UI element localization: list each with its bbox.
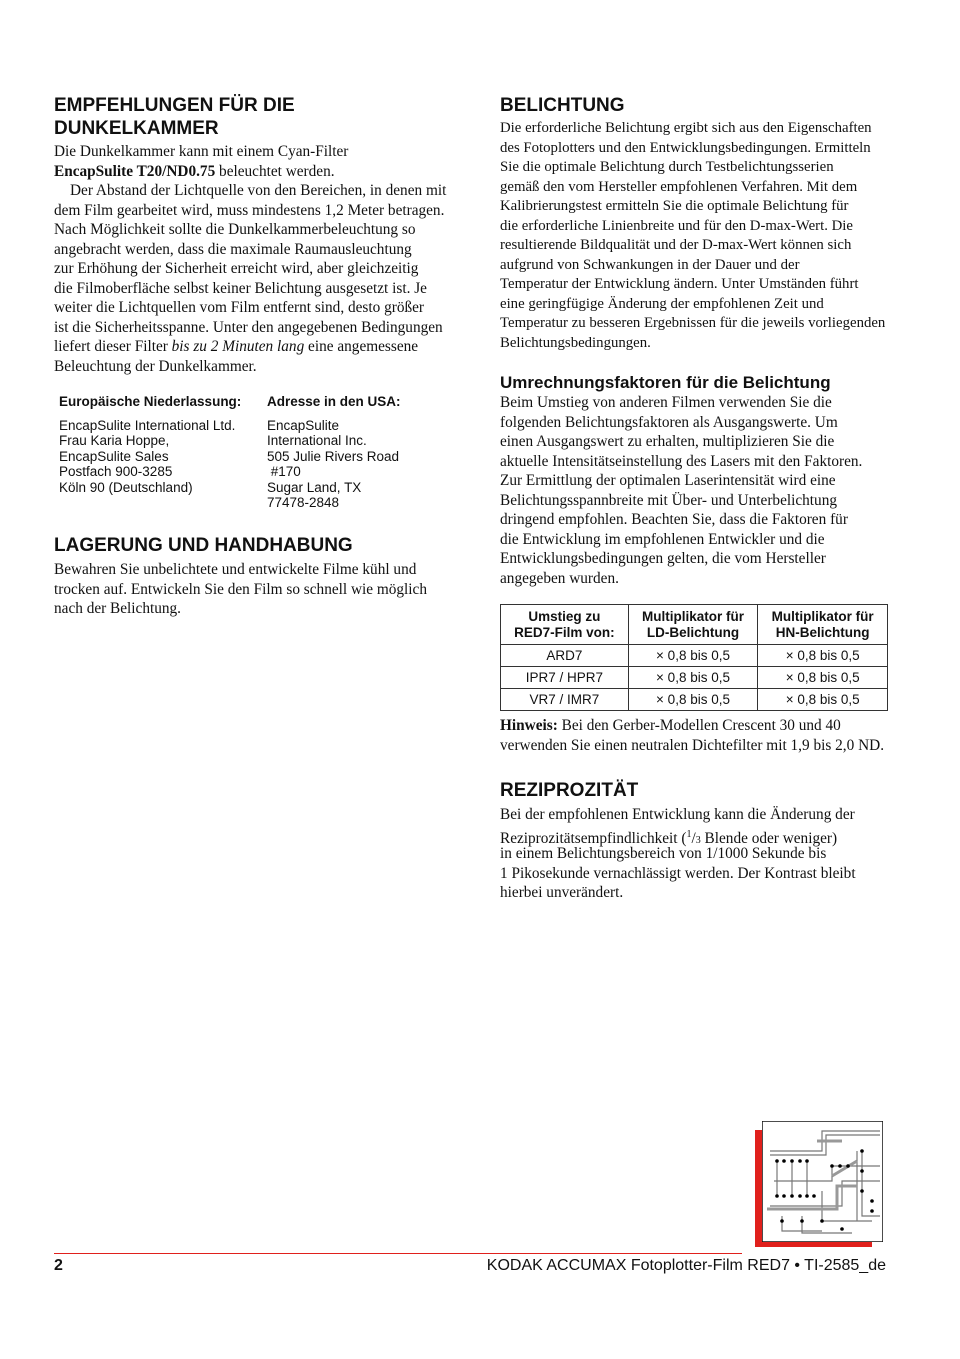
kodak-pcb-logo	[755, 1121, 883, 1247]
table-row: IPR7 / HPR7 × 0,8 bis 0,5 × 0,8 bis 0,5	[501, 667, 888, 689]
darkroom-section	[54, 94, 446, 376]
table-row: VR7 / IMR7 × 0,8 bis 0,5 × 0,8 bis 0,5	[501, 689, 888, 711]
storage-title: LAGERUNG UND HANDHABUNG	[54, 535, 353, 556]
page-number: 2	[54, 1257, 63, 1274]
reciprocity-section	[500, 779, 856, 903]
exposure-section	[500, 94, 885, 353]
reciprocity-title: REZIPROZITÄT	[500, 780, 639, 801]
document-title-footer: KODAK ACCUMAX Fotoplotter-Film RED7 • TI-2585_de	[486, 1257, 886, 1274]
footer-rule	[54, 1253, 742, 1254]
address-europe: Europäische Niederlassung: EncapSulite International Ltd. Frau Karia Hoppe, EncapSulite Sales Postfach 900-3285 Köln 90 (Deutschland)	[59, 394, 242, 495]
address-usa: Adresse in den USA: EncapSulite International Inc. 505 Julie Rivers Road #170 Sugar Land, TX 77478-2848	[267, 394, 401, 510]
darkroom-title: EMPFEHLUNGEN FÜR DIE DUNKELKAMMER	[54, 95, 295, 139]
reciprocity-body: Bei der empfohlenen Entwicklung kann die Änderung der Reziprozitätsempfindlichkeit ($^1$/3 Blende oder weniger) in einem Belichtungsbereich von 1/1000 Sekunde bis 1 Pikosekunde vernachlässigt werden. Der Kontrast bleibt hierbei unverändert.	[500, 806, 856, 901]
exposure-factors-table	[500, 604, 888, 711]
table-row: ARD7 × 0,8 bis 0,5 × 0,8 bis 0,5	[501, 645, 888, 667]
note: Hinweis: Bei den Gerber-Modellen Crescent 30 und 40 verwenden Sie einen neutralen Dichtefilter mit 1,9 bis 2,0 ND.	[500, 717, 885, 754]
darkroom-body: Die Dunkelkammer kann mit einem Cyan-Filter EncapSulite T20/ND0.75 beleuchtet werden. Der Abstand der Lichtquelle von den Bereichen, in denen mit dem Film gearbeitet wird, muss mindestens 1,2 Meter betragen. Nach Möglichkeit sollte die Dunkelkammerbeleuchtung so angebracht werden, dass die maximale Raumausleuchtung zur Erhöhung der Sicherheit erreicht wird, aber gleichzeitig die Filmoberfläche selbst keiner Belichtung ausgesetzt ist. Je weiter die Lichtquellen vom Film entfernt sind, desto größer ist die Sicherheitsspanne. Unter den angegebenen Bedingungen liefert dieser Filter bis zu 2 Minuten lang eine angemessene Beleuchtung der Dunkelkammer.	[54, 143, 447, 375]
storage-body: Bewahren Sie unbelichtete und entwickelte Filme kühl und trocken auf. Entwickeln Sie den Film so schnell wie möglich nach der Belichtung.	[54, 561, 427, 617]
storage-section	[54, 534, 427, 619]
exposure-title: BELICHTUNG	[500, 95, 625, 116]
exposure-body: Die erforderliche Belichtung ergibt sich aus den Eigenschaften des Fotoplotters und den Entwicklungsbedingungen. Ermitteln Sie die optimale Belichtung durch Testbelichtungsserien gemäß den vom Hersteller empfohlenen Verfahren. Mit dem Kalibrierungstest ermitteln Sie die optimale Belichtung für die erforderliche Linienbreite und für den D-max-Wert. Die resultierende Bildqualität und der D-max-Wert können sich aufgrund von Schwankungen in der Dauer und der Temperatur der Entwicklung ändern. Unter Umständen führt eine geringfügige Änderung der empfohlenen Zeit und Temperatur zu besseren Ergebnissen für die jeweils vorliegenden Belichtungsbedingungen.	[500, 120, 886, 351]
table-header-row: Umstieg zu RED7-Film von: Multiplikator für LD-Belichtung Multiplikator für HN-Belichtung	[501, 605, 888, 645]
factors-body: Beim Umstieg von anderen Filmen verwenden Sie die folgenden Belichtungsfaktoren als Ausgangswerte. Um einen Ausgangswert zu erhalten, multiplizieren Sie die aktuelle Intensitätseinstellung des Lasers mit den Faktoren. Zur Ermittlung der optimalen Laserintensität wird eine Belichtungsspannbreite mit Über- und Unterbelichtung dringend empfohlen. Beachten Sie, dass die Faktoren für die Entwicklung im empfohlenen Entwickler und die Entwicklungsbedingungen gelten, die vom Hersteller angegeben wurden.	[500, 394, 863, 587]
factors-section	[500, 372, 888, 755]
factors-title: Umrechnungsfaktoren für die Belichtung	[500, 373, 831, 392]
